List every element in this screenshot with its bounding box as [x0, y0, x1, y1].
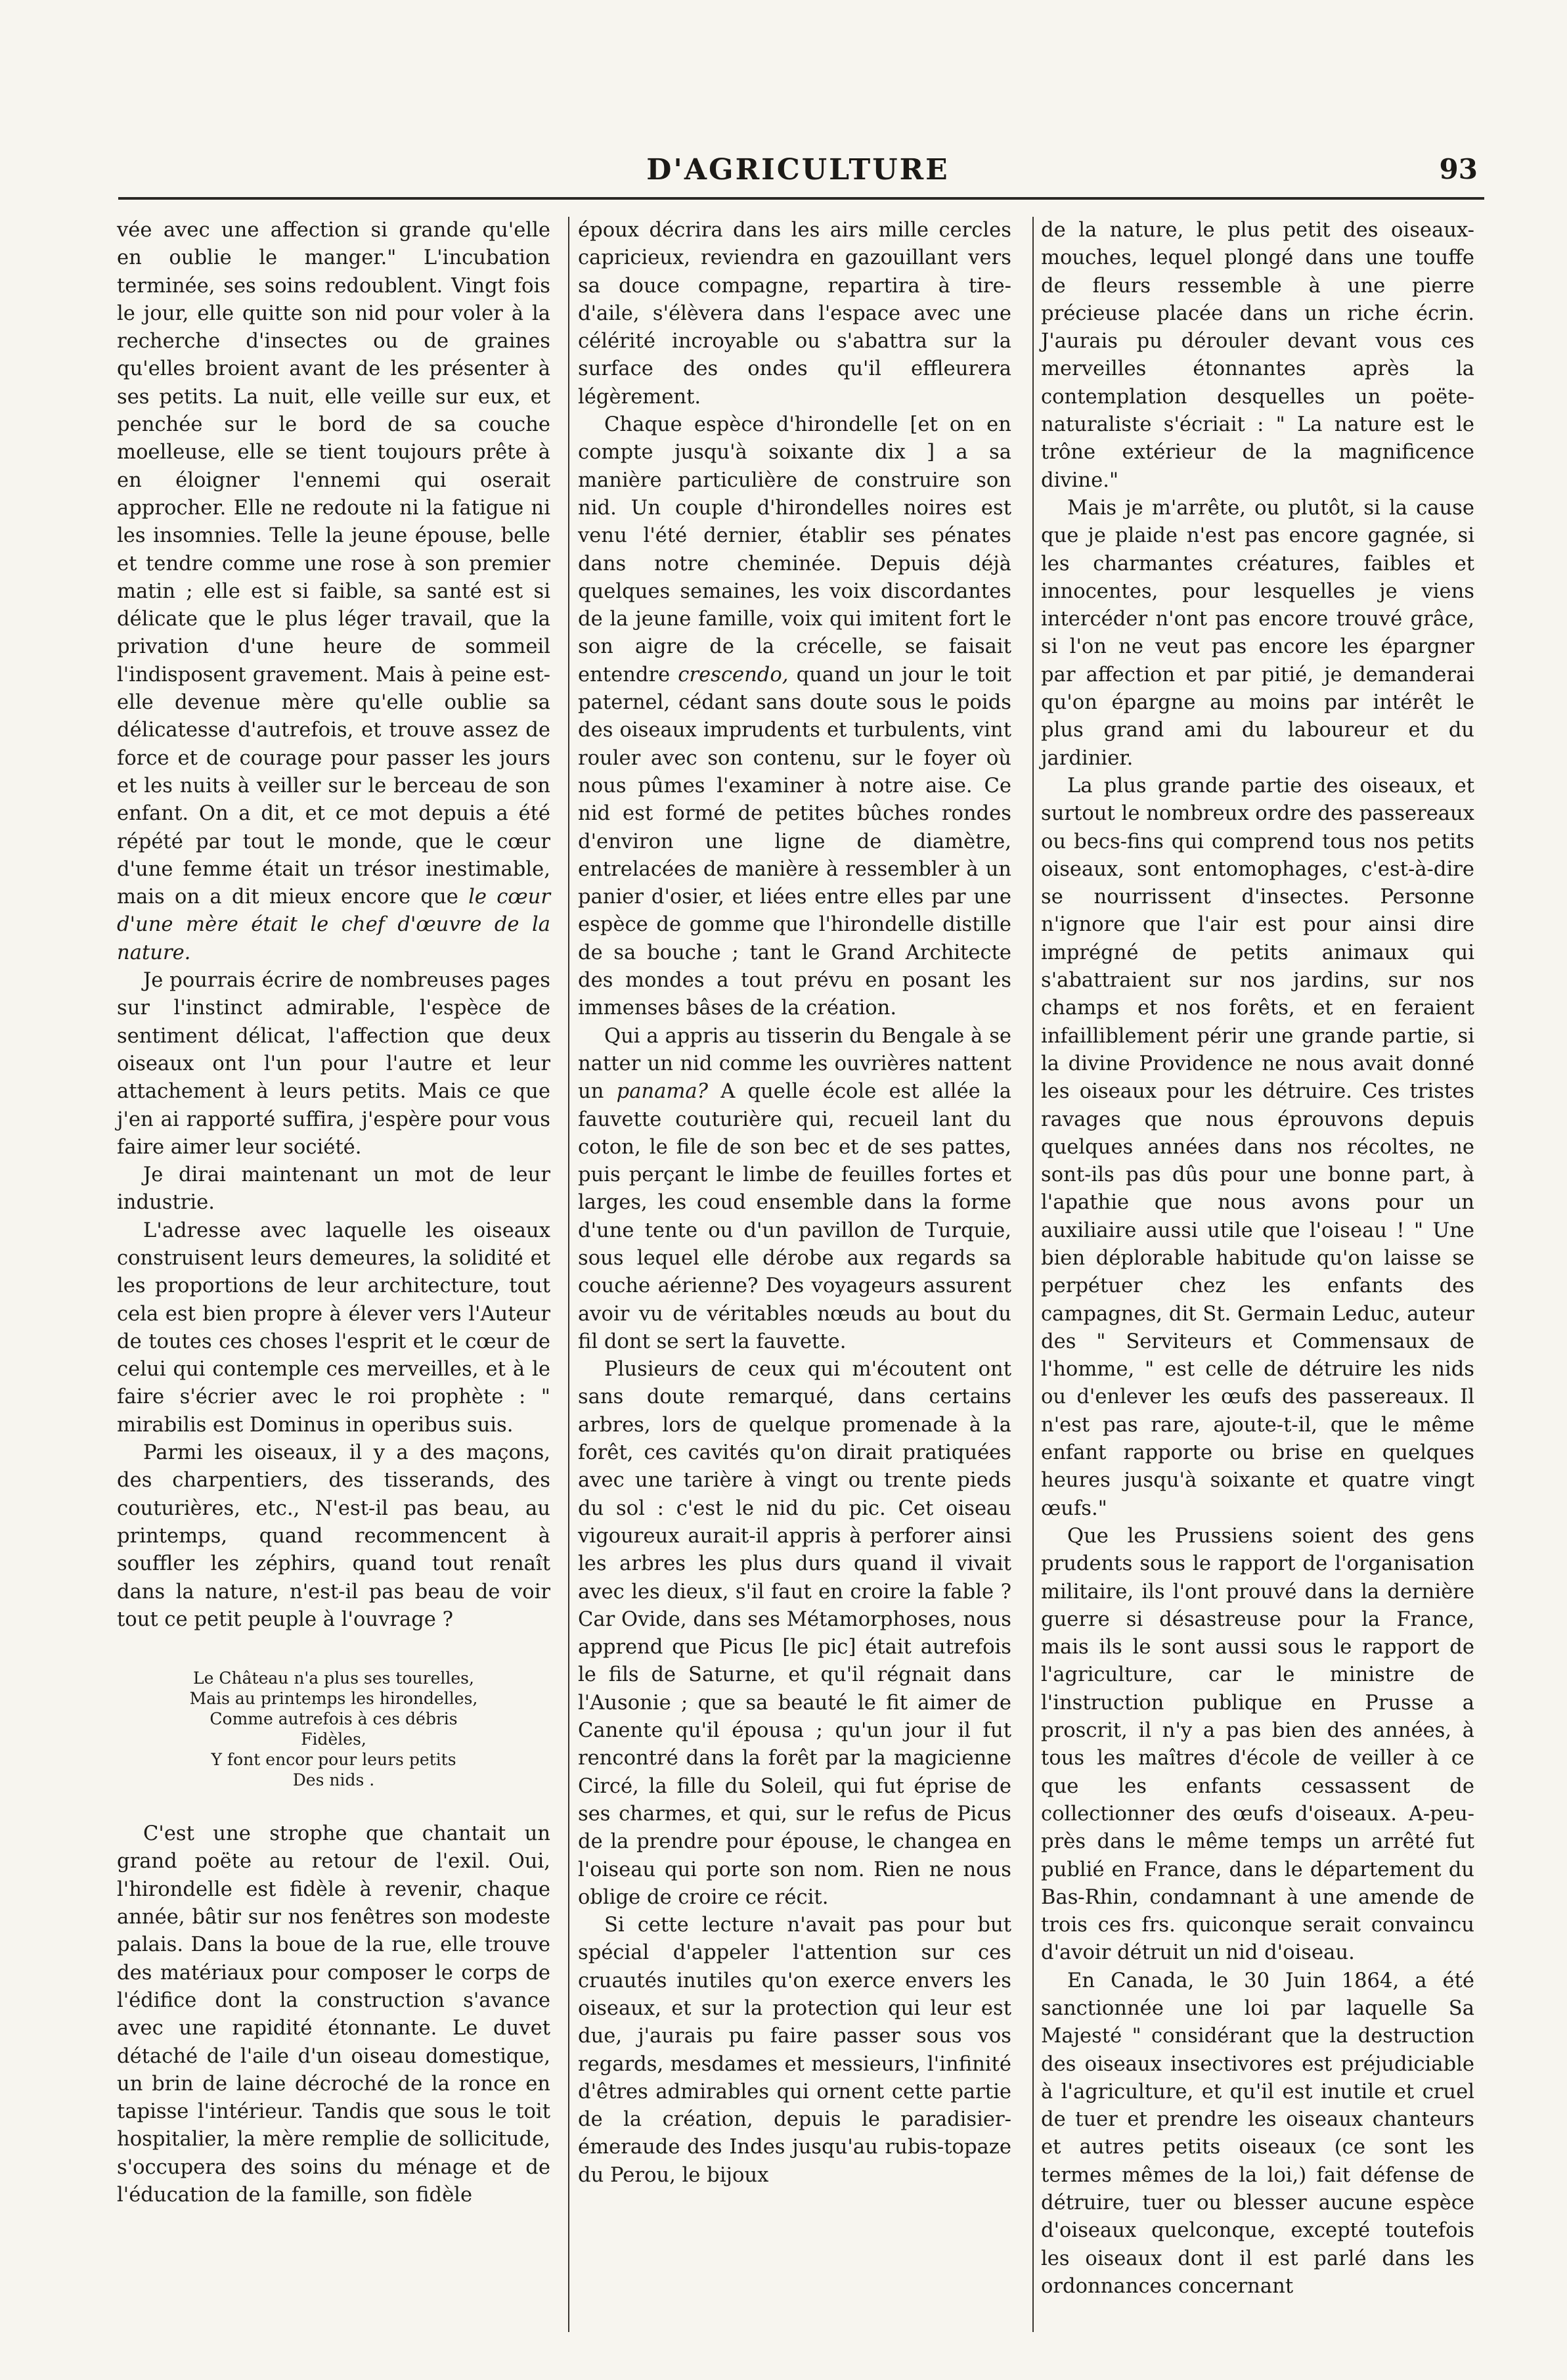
col1-paragraph-2: Je pourrais écrire de nombreuses pages sur l'instinct admirable, l'espèce de sentiment délicat, l'affection que deux oiseaux ont l'un pour l'autre et leur attachement à leurs petits. Mais ce que j'en ai rapporté suffira, j'espère pour vous faire aimer leur société.	[117, 969, 550, 1159]
col2-p3-rest: A quelle école est allée la fauvette couturière qui, recueil lant du coton, le file de son bec et de ses pattes, puis perçant le limbe de feuilles fortes et larges, les coud ensemble dans la forme d'une tente ou d'un pavillon de Turquie, sous lequel elle dérobe aux regards sa couche aérienne? Des voyageurs assurent avoir vu de véritables nœuds au bout du fil dont se sert la fauvette.	[578, 1080, 1011, 1353]
poem-line: Fidèles,	[301, 1730, 366, 1749]
poem-line: Des nids .	[292, 1770, 375, 1790]
col3-paragraph-1: de la nature, le plus petit des oiseaux-mouches, lequel plongé dans une touffe de fleurs ressemble à une pierre précieuse placée dans un riche écrin. J'aurais pu dérouler devant vous ces merveilles étonnantes après la contemplation desquelles un poëte-naturaliste s'écriait : " La nature est le trône extérieur de la magnificence divine."	[1041, 219, 1474, 492]
poem-line: Y font encor pour leurs petits	[211, 1750, 456, 1770]
col2-paragraph-2	[578, 411, 1011, 1023]
col3-paragraph-5: En Canada, le 30 Juin 1864, a été sanctionnée une loi par laquelle Sa Majesté " considérant que la destruction des oiseaux insectivores est préjudiciable à l'agriculture, et qu'il est inutile et cruel de tuer et prendre les oiseaux chanteurs et autres petits oiseaux (ce sont les termes mêmes de la loi,) fait défense de détruire, tuer ou blesser aucune espèce d'oiseaux quelconque, excepté toutefois les oiseaux dont il est parlé dans les ordonnances concernant	[1041, 1969, 1474, 2298]
col2-paragraph-1: époux décrira dans les airs mille cercles capricieux, reviendra en gazouillant vers sa douce compagne, repartira à tire-d'aile, s'élèvera dans l'espace avec une célérité incroyable ou s'abattra sur la surface des ondes qu'il effleurera légèrement.	[578, 219, 1011, 409]
column-2	[578, 217, 1011, 2189]
column-divider-1	[568, 217, 569, 2332]
poem-line: Mais au printemps les hirondelles,	[189, 1689, 478, 1709]
column-1	[117, 217, 550, 2209]
page-header	[118, 141, 1478, 200]
col1-paragraph-5: Parmi les oiseaux, il y a des maçons, des charpentiers, des tisserands, des couturières, etc., N'est-il pas beau, au printemps, quand recommencent à souffler les zéphirs, quand tout renaît dans la nature, n'est-il pas beau de voir tout ce petit peuple à l'ouvrage ?	[117, 1441, 550, 1631]
col3-paragraph-4: Que les Prussiens soient des gens prudents sous le rapport de l'organisation militaire, ils l'ont prouvé dans la dernière guerre si désastreuse pour la France, mais ils le sont aussi sous le rapport de l'agriculture, car le ministre de l'instruction publique en Prusse a proscrit, il n'y a pas bien des années, à tous les maîtres d'école de veiller à ce que les enfants cessassent de collectionner des œufs d'oiseaux. A-peu-près dans le même temps un arrêté fut publié en France, dans le département du Bas-Rhin, condamnant à une amende de trois ces frs. quiconque serait convaincu d'avoir détruit un nid d'oiseau.	[1041, 1524, 1474, 1965]
col2-p2-rest: quand un jour le toit paternel, cédant sans doute sous le poids des oiseaux imprudents et turbulents, vint rouler avec son contenu, sur le foyer où nous pûmes l'examiner à notre aise. Ce nid est formé de petites bûches rondes d'environ une ligne de diamètre, entrelacées de manière à ressembler à un panier d'osier, et liées entre elles par une espèce de gomme que l'hirondelle distille de sa bouche ; tant le Grand Architecte des mondes a tout prévu en posant les immenses bâses de la création.	[578, 663, 1011, 1020]
running-head: D'AGRICULTURE	[646, 153, 950, 187]
header-rule	[118, 197, 1484, 200]
column-divider-2	[1032, 217, 1034, 2332]
poem-line: Comme autrefois à ces débris	[210, 1709, 458, 1729]
poem-stanza	[117, 1668, 550, 1790]
col2-paragraph-5: Si cette lecture n'avait pas pour but spécial d'appeler l'attention sur ces cruautés inutiles qu'on exerce envers les oiseaux, et sur la protection qui leur est due, j'aurais pu faire passer sous vos regards, mesdames et messieurs, l'infinité d'êtres admirables qui ornent cette partie de la création, depuis le paradisier-émeraude des Indes jusqu'au rubis-topaze du Perou, le bijoux	[578, 1914, 1011, 2187]
col2-p2-text: Chaque espèce d'hirondelle [et on en compte jusqu'à soixante dix ] a sa manière particulière de construire son nid. Un couple d'hirondelles noires est venu l'été dernier, établir ses pénates dans notre cheminée. Depuis déjà quelques semaines, les voix discordantes de la jeune famille, voix qui imitent fort le son aigre de la crécelle, se faisait entendre	[578, 413, 1011, 686]
col1-paragraph-6: C'est une strophe que chantait un grand poëte au retour de l'exil. Oui, l'hirondelle est fidèle à revenir, chaque année, bâtir sur nos fenêtres son modeste palais. Dans la boue de la rue, elle trouve des matériaux pour composer le corps de l'édifice dont la construction s'avance avec une rapidité étonnante. Le duvet détaché de l'aile d'un oiseau domestique, un brin de laine décroché de la ronce en tapisse l'intérieur. Tandis que sous le toit hospitalier, la mère remplie de sollicitude, s'occupera des soins du ménage et de l'éducation de la famille, son fidèle	[117, 1822, 550, 2207]
col3-paragraph-2: Mais je m'arrête, ou plutôt, si la cause que je plaide n'est pas encore gagnée, si les charmantes créatures, faibles et innocentes, pour lesquelles je viens intercéder n'ont pas encore trouvé grâce, si l'on ne veut pas encore les épargner par affection et par pitié, je demanderai qu'on épargne au moins par intérêt le plus grand ami du laboureur et du jardinier.	[1041, 496, 1474, 770]
poem-line: Le Château n'a plus ses tourelles,	[193, 1669, 474, 1688]
col2-p3-text: Qui a appris au tisserin du Bengale à se natter un nid comme les ouvrières nattent un	[578, 1024, 1011, 1104]
col2-paragraph-3	[578, 1023, 1011, 1357]
col2-p2-italic: crescendo,	[678, 663, 789, 686]
col2-paragraph-4: Plusieurs de ceux qui m'écoutent ont sans doute remarqué, dans certains arbres, lors de quelque promenade à la forêt, ces cavités qu'on dirait pratiquées avec une tarière à vingt ou trente pieds du sol : c'est le nid du pic. Cet oiseau vigoureux aurait-il appris à perforer ainsi les arbres les plus durs quand il vivait avec les dieux, s'il faut en croire la fable ? Car Ovide, dans ses Métamorphoses, nous apprend que Picus [le pic] était autrefois le fils de Saturne, et qu'il régnait dans l'Ausonie ; que sa beauté le fit aimer de Canente qu'il épousa ; qu'un jour il fut rencontré dans la forêt par la magicienne Circé, la fille du Soleil, qui fut éprise de ses charmes, et qui, sur le refus de Picus de la prendre pour épouse, le changea en l'oiseau qui porte son nom. Rien ne nous oblige de croire ce récit.	[578, 1358, 1011, 1909]
col1-p1-text: vée avec une affection si grande qu'elle en oublie le manger." L'incubation terminée, ses soins redoublent. Vingt fois le jour, elle quitte son nid pour voler à la recherche d'insectes ou de graines qu'elles broient avant de les présenter à ses petits. La nuit, elle veille sur eux, et penchée sur le bord de sa couche moelleuse, elle se tient toujours prête à en éloigner l'ennemi qui oserait approcher. Elle ne redoute ni la fatigue ni les insomnies. Telle la jeune épouse, belle et tendre comme une rose à son premier matin ; elle est si faible, sa santé est si délicate que le plus léger travail, que la privation d'une heure de sommeil l'indisposent gravement. Mais à peine est-elle devenue mère qu'elle oublie sa délicatesse d'autrefois, et trouve assez de force et de courage pour passer les jours et les nuits à veiller sur le berceau de son enfant. On a dit, et ce mot depuis a été répété par tout le monde, que le cœur d'une femme était un trésor inestimable, mais on a dit mieux encore que	[117, 219, 550, 909]
col1-paragraph-4: L'adresse avec laquelle les oiseaux construisent leurs demeures, la solidité et les proportions de leur architecture, tout cela est bien propre à élever vers l'Auteur de toutes ces choses l'esprit et le cœur de celui qui contemple ces merveilles, et à le faire s'écrier avec le roi prophète : " mirabilis est Dominus in operibus suis.	[117, 1219, 550, 1437]
col1-p1-italic: le cœur d'une mère était le chef d'œuvre de la nature.	[117, 886, 551, 964]
page-number: 93	[1439, 153, 1478, 185]
col1-paragraph-3: Je dirai maintenant un mot de leur industrie.	[117, 1163, 550, 1215]
column-3	[1041, 217, 1474, 2301]
col2-p3-italic: panama?	[616, 1080, 709, 1104]
col3-paragraph-3: La plus grande partie des oiseaux, et surtout le nombreux ordre des passereaux ou becs-fins qui comprend tous nos petits oiseaux, sont entomophages, c'est-à-dire se nourrissent d'insectes. Personne n'ignore que l'air est pour ainsi dire imprégné de petits animaux qui s'abattraient sur nos jardins, sur nos champs et nos forêts, et en feraient infailliblement périr une grande partie, si la divine Providence ne nous avait donné les oiseaux pour les détruire. Ces tristes ravages que nous éprouvons depuis quelques années dans nos récoltes, ne sont-ils pas dûs pour une bonne part, à l'apathie que nous avons pour un auxiliaire aussi utile que l'oiseau ! " Une bien déplorable habitude qu'on laisse se perpétuer chez les enfants des campagnes, dit St. Germain Leduc, auteur des " Serviteurs et Commensaux de l'homme, " est celle de détruire les nids ou d'enlever les œufs des passereaux. Il n'est pas rare, ajoute-t-il, que le même enfant rapporte ou brise en quelques heures jusqu'à soixante et quatre vingt œufs."	[1041, 774, 1474, 1520]
col1-paragraph-1	[117, 217, 550, 967]
